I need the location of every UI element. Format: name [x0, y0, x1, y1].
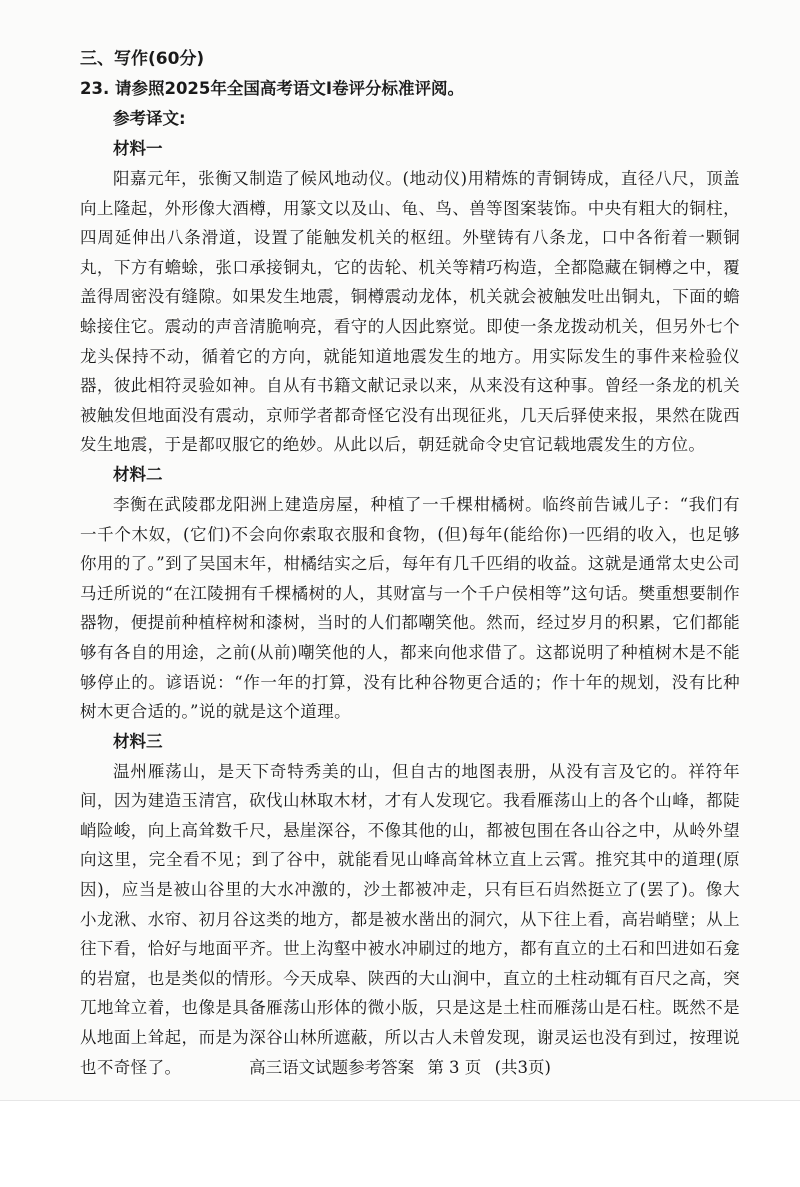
page-bottom-edge: [0, 1100, 800, 1101]
material-1-title: 材料一: [113, 139, 163, 158]
page-footer: [0, 1056, 800, 1080]
document-body: [80, 44, 740, 1082]
material-2-title: 材料二: [113, 464, 163, 484]
section-title: 三、写作(60分): [80, 49, 205, 69]
material-3-text: 温州雁荡山，是天下奇特秀美的山，但自古的地图表册，从没有言及它的。祥符年间，因为建造玉清宫，砍伐山林取木材，才有人发现它。我看雁荡山上的各个山峰，都陡峭险峻，向上高耸数千尺，悬崖深谷，不像其他的山，都被包围在各山谷之中，从岭外望向这里，完全看不见；到了谷中，就能看见山峰高耸林立直上云霄。推究其中的道理(原因)，应当是被山谷里的大水冲激的，沙土都被冲走，只有巨石岿然挺立了(罢了)。像大小龙湫、水帘、初月谷这类的地方，都是被水凿出的洞穴，从下往上看，高岩峭壁；从上往下看，恰好与地面平齐。世上沟壑中被水冲刷过的地方，都有直立的土石和凹进如石龛的岩窟，也是类似的情形。今天成皋、陕西的大山涧中，直立的土柱动辄有百尺之高，突兀地耸立着，也像是具备雁荡山形体的微小版，只是这是土柱而雁荡山是石柱。既然不是从地面上耸起，而是为深谷山林所遮蔽，所以古人未曾发现，谢灵运也没有到过，按理说也不奇怪了。: [80, 761, 740, 1077]
footer-page-number: 第 3 页: [427, 1058, 482, 1077]
footer-total-pages: (共3页): [494, 1058, 551, 1077]
material-1-text: 阳嘉元年，张衡又制造了候风地动仪。(地动仪)用精炼的青铜铸成，直径八尺，顶盖向上隆起，外形像大酒樽，用篆文以及山、龟、鸟、兽等图案装饰。中央有粗大的铜柱，四周延伸出八条滑道，设置了能触发机关的枢纽。外壁铸有八条龙，口中各衔着一颗铜丸，下方有蟾蜍，张口承接铜丸，它的齿轮、机关等精巧构造，全都隐藏在铜樽之中，覆盖得周密没有缝隙。如果发生地震，铜樽震动龙体，机关就会被触发吐出铜丸，下面的蟾蜍接住它。震动的声音清脆响亮，看守的人因此察觉。即使一条龙拨动机关，但另外七个龙头保持不动，循着它的方向，就能知道地震发生的地方。用实际发生的事件来检验仪器，彼此相符灵验如神。自从有书籍文献记录以来，从来没有这种事。曾经一条龙的机关被触发但地面没有震动，京师学者都奇怪它没有出现征兆，几天后驿使来报，果然在陇西发生地震，于是都叹服它的绝妙。从此以后，朝廷就命令史官记载地震发生的方位。: [80, 169, 740, 455]
footer-title: 高三语文试题参考答案: [249, 1058, 415, 1077]
reference-translation-label: 参考译文:: [113, 109, 186, 128]
material-3-title: 材料三: [113, 731, 163, 751]
material-2-text: 李衡在武陵郡龙阳洲上建造房屋，种植了一千棵柑橘树。临终前告诫儿子：“我们有一千个木奴，(它们)不会向你索取衣服和食物，(但)每年(能给你)一匹绢的收入，也足够你用的了。”到了吴国末年，柑橘结实之后，每年有几千匹绢的收益。这就是通常太史公司马迁所说的“在江陵拥有千棵橘树的人，其财富与一个千户侯相等”这句话。樊重想要制作器物，便提前种植梓树和漆树，当时的人们都嘲笑他。然而，经过岁月的积累，它们都能够有各自的用途，之前(从前)嘲笑他的人，都来向他求借了。这都说明了种植树木是不能够停止的。谚语说：“作一年的打算，没有比种谷物更合适的；作十年的规划，没有比种树木更合适的。”说的就是这个道理。: [80, 494, 740, 722]
question-line: 23. 请参照2025年全国高考语文Ⅰ卷评分标准评阅。: [80, 79, 465, 98]
